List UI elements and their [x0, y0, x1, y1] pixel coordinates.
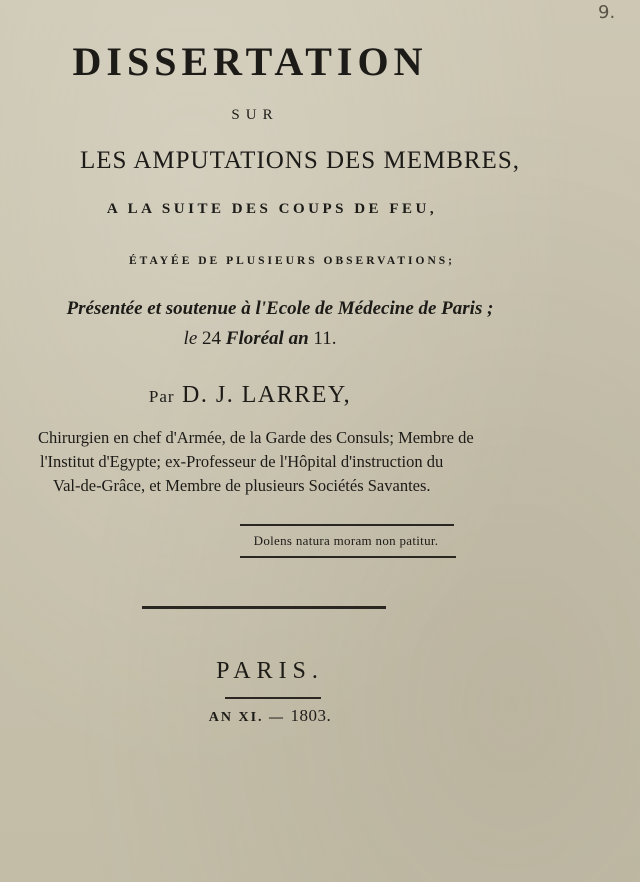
date-year: 11. [308, 328, 337, 349]
motto-top-rule [240, 524, 454, 526]
author-bio-line-1: Chirurgien en chef d'Armée, de la Garde des Consuls; Membre de [38, 428, 474, 447]
motto: Dolens natura moram non patitur. [253, 533, 439, 548]
date-an: an [288, 328, 309, 349]
motto-bottom-rule [240, 556, 456, 558]
amputations-heading: LES AMPUTATIONS DES MEMBRES, [80, 147, 520, 174]
date-month: Floréal [221, 328, 289, 349]
imprint-an: AN XI. — [208, 710, 291, 725]
sur-label: SUR [231, 107, 279, 123]
imprint-rule [225, 697, 321, 699]
imprint-city: PARIS. [216, 658, 324, 684]
author-name: LARREY, [241, 382, 352, 408]
observations-heading: ÉTAYÉE DE PLUSIEURS OBSERVATIONS; [128, 255, 455, 267]
author-par: Par [148, 387, 175, 406]
presentation-line: Présentée et soutenue à l'Ecole de Médecine de Paris ; [66, 298, 494, 319]
dissertation-title: DISSERTATION [72, 39, 428, 84]
imprint-year: 1803. [290, 706, 332, 725]
coups-de-feu-heading: A LA SUITE DES COUPS DE FEU, [106, 201, 438, 217]
defense-date [0, 328, 520, 350]
section-divider [142, 606, 386, 609]
author-initials: D. J. [174, 382, 242, 408]
imprint-year-line [0, 706, 540, 726]
page-number: 9. [598, 2, 616, 23]
author-line [0, 382, 500, 409]
author-bio-line-2: l'Institut d'Egypte; ex-Professeur de l'Hôpital d'instruction du [40, 452, 444, 471]
date-prefix: le [183, 328, 203, 349]
author-bio-line-3: Val-de-Grâce, et Membre de plusieurs Sociétés Savantes. [53, 476, 431, 495]
date-day: 24 [202, 328, 222, 349]
